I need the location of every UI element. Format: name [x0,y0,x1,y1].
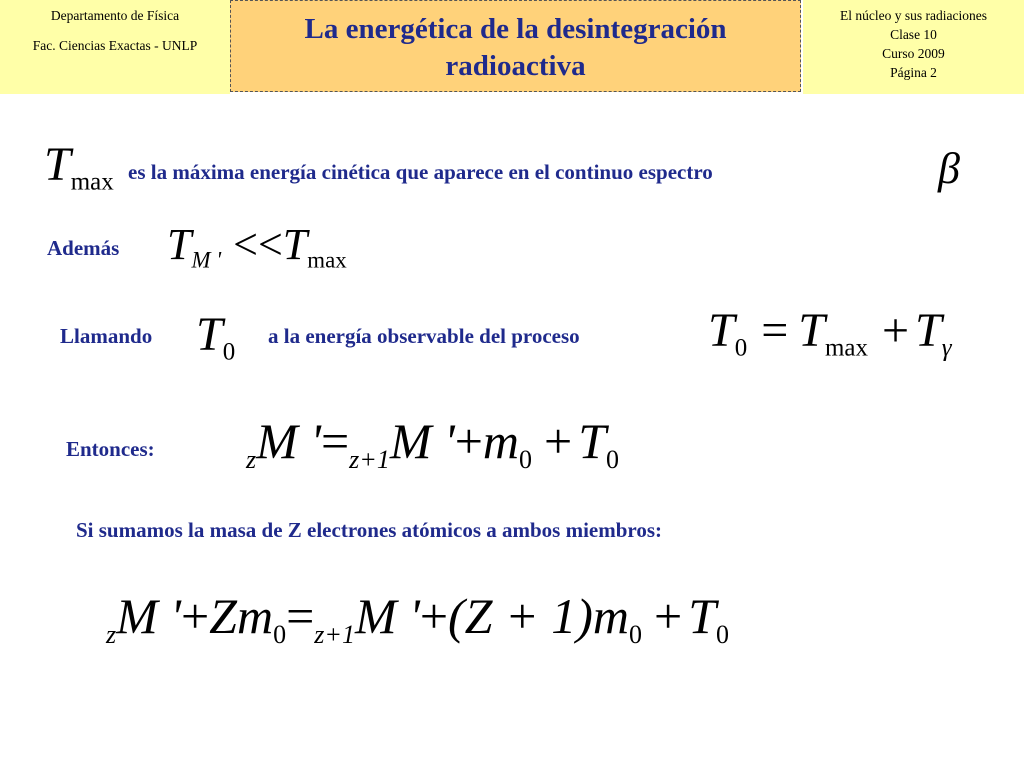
page-title [231,11,800,85]
department-label: Departamento de Física [50,8,180,23]
title-line-2: radioactiva [445,50,586,82]
course-year: Curso 2009 [882,46,945,61]
header-right-panel [803,0,1024,94]
tmax-symbol: $T_{max}$ [44,138,114,196]
ademas-label: Además [47,236,120,260]
faculty-label: Fac. Ciencias Exactas - UNLP [32,38,198,53]
llamando-label: Llamando [60,324,153,348]
tm-much-less-tmax: TM ' $<<T_{max}$ [167,220,347,273]
beta-symbol: β [938,144,960,193]
title-line-1: La energética de la desintegración [304,13,727,45]
t0-symbol: $T_0$ [196,308,236,366]
header-left-panel [0,0,230,94]
atomic-mass-equation: zM '$+Zm_0=z+1M$ '$+(Z + 1)m_0 + T_0$ [106,588,729,649]
course-name: El núcleo y sus radiaciones [840,8,987,23]
entonces-label: Entonces: [66,437,155,461]
observable-energy-text: a la energía observable del proceso [268,324,580,348]
mass-energy-equation: zM '=z+1M '$+m_0 + T_0$ [246,413,620,474]
title-box [230,0,801,92]
t0-equation: $T_0 = T_{max} + T\gamma$ [708,304,952,362]
tmax-description: es la máxima energía cinética que aparece en el continuo espectro [128,160,713,184]
class-number: Clase 10 [890,27,937,42]
page-number: Página 2 [890,65,937,80]
sum-electrons-text: Si sumamos la masa de Z electrones atómicos a ambos miembros: [76,518,663,542]
